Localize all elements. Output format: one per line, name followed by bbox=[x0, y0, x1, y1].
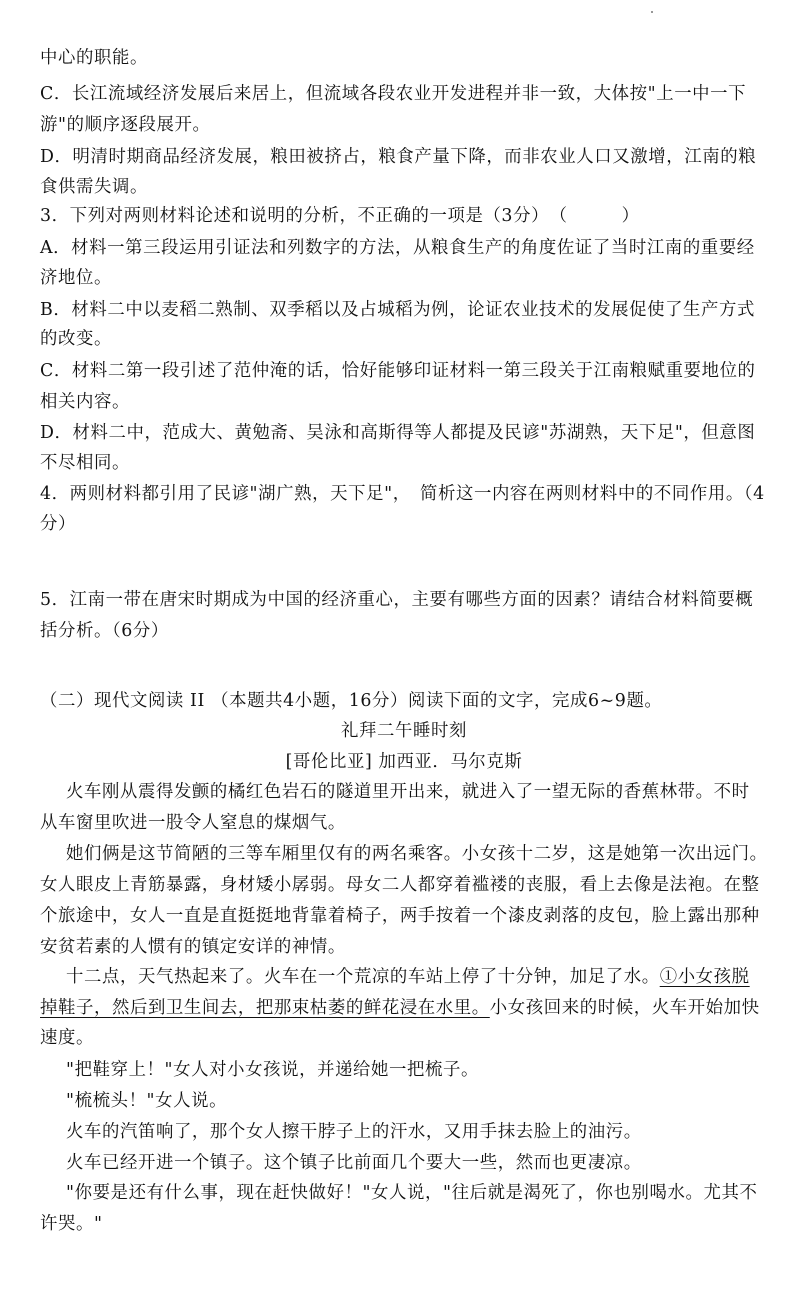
q3-option-c-line2: 相关内容。 bbox=[40, 392, 130, 412]
paragraph-8-line2: 许哭。" bbox=[40, 1214, 103, 1234]
option-c-line1: C．长江流域经济发展后来居上，但流域各段农业开发进程并非一致，大体按"上一中一下 bbox=[40, 84, 747, 104]
question-4-line1: 4．两则材料都引用了民谚"湖广熟，天下足"， 简析这一内容在两则材料中的不同作用。（4 bbox=[40, 484, 765, 504]
paragraph-4: "把鞋穿上！"女人对小女孩说，并递给她一把梳子。 bbox=[66, 1060, 479, 1080]
story-title: 礼拜二午睡时刻 bbox=[341, 721, 467, 741]
q3-option-b-line2: 的改变。 bbox=[40, 329, 112, 349]
question-4-line2: 分） bbox=[40, 514, 76, 534]
underlined-sentence-1-start: ①小女孩脱 bbox=[659, 967, 750, 987]
underlined-sentence-1-end: 掉鞋子，然后到卫生间去，把那束枯萎的鲜花浸在水里。 bbox=[40, 998, 490, 1018]
option-d-line2: 食供需失调。 bbox=[40, 177, 148, 197]
q3-option-a-line1: A．材料一第三段运用引证法和列数字的方法，从粮食生产的角度佐证了当时江南的重要经 bbox=[40, 238, 755, 258]
paragraph-2-line2: 女人眼皮上青筋暴露，身材矮小孱弱。母女二人都穿着褴褛的丧服，看上去像是法袍。在整 bbox=[40, 875, 760, 895]
q3-option-c-line1: C．材料二第一段引述了范仲淹的话，恰好能够印证材料一第三段关于江南粮赋重要地位的 bbox=[40, 361, 756, 381]
paragraph-2-line1: 她们俩是这节简陋的三等车厢里仅有的两名乘客。小女孩十二岁，这是她第一次出远门。 bbox=[66, 844, 768, 864]
paragraph-5: "梳梳头！"女人说。 bbox=[66, 1091, 228, 1111]
paragraph-3-text: 十二点，天气热起来了。火车在一个荒凉的车站上停了十分钟，加足了水。 bbox=[66, 967, 660, 987]
paragraph-7: 火车已经开进一个镇子。这个镇子比前面几个要大一些，然而也更凄凉。 bbox=[66, 1153, 642, 1173]
q3-option-d-line2: 不尽相同。 bbox=[40, 453, 130, 473]
question-5-line2: 括分析。（6分） bbox=[40, 621, 169, 641]
paragraph-1-line2: 从车窗里吹进一股令人窒息的煤烟气。 bbox=[40, 813, 346, 833]
paragraph-3-line2 bbox=[40, 996, 768, 1020]
option-b-end: 中心的职能。 bbox=[40, 48, 148, 68]
paragraph-2-line3: 个旅途中，女人一直是直挺挺地背靠着椅子，两手按着一个漆皮剥落的皮包，脸上露出那种 bbox=[40, 906, 760, 926]
section-heading: （二）现代文阅读 II （本题共4小题，16分）阅读下面的文字，完成6~9题。 bbox=[40, 691, 663, 711]
scan-speck bbox=[651, 11, 653, 13]
question-5-line1: 5．江南一带在唐宋时期成为中国的经济重心，主要有哪些方面的因素？请结合材料简要概 bbox=[40, 590, 754, 610]
paragraph-6: 火车的汽笛响了，那个女人擦干脖子上的汗水，又用手抹去脸上的油污。 bbox=[66, 1122, 642, 1142]
question-3: 3．下列对两则材料论述和说明的分析，不正确的一项是（3分） （ ） bbox=[40, 206, 640, 226]
paragraph-3-text-cont: 小女孩回来的时候，火车开始加快 bbox=[489, 998, 760, 1018]
q3-option-d-line1: D．材料二中，范成大、黄勉斋、吴泳和高斯得等人都提及民谚"苏湖熟，天下足"，但意图 bbox=[40, 423, 756, 443]
q3-option-b-line1: B．材料二中以麦稻二熟制、双季稻以及占城稻为例，论证农业技术的发展促使了生产方式 bbox=[40, 300, 756, 320]
paragraph-2-line4: 安贫若素的人惯有的镇定安详的神情。 bbox=[40, 937, 346, 957]
q3-option-a-line2: 济地位。 bbox=[40, 268, 112, 288]
paragraph-8-line1: "你要是还有什么事，现在赶快做好！"女人说，"往后就是渴死了，你也别喝水。尤其不 bbox=[66, 1183, 758, 1203]
paragraph-3-line1 bbox=[66, 965, 768, 989]
paragraph-3-line3: 速度。 bbox=[40, 1028, 94, 1048]
story-author: [哥伦比亚] 加西亚．马尔克斯 bbox=[285, 752, 523, 772]
paragraph-1-line1: 火车刚从震得发颤的橘红色岩石的隧道里开出来，就进入了一望无际的香蕉林带。不时 bbox=[66, 782, 750, 802]
option-d-line1: D．明清时期商品经济发展，粮田被挤占，粮食产量下降，而非农业人口又激增，江南的粮 bbox=[40, 147, 757, 167]
option-c-line2: 游"的顺序逐段展开。 bbox=[40, 115, 211, 135]
